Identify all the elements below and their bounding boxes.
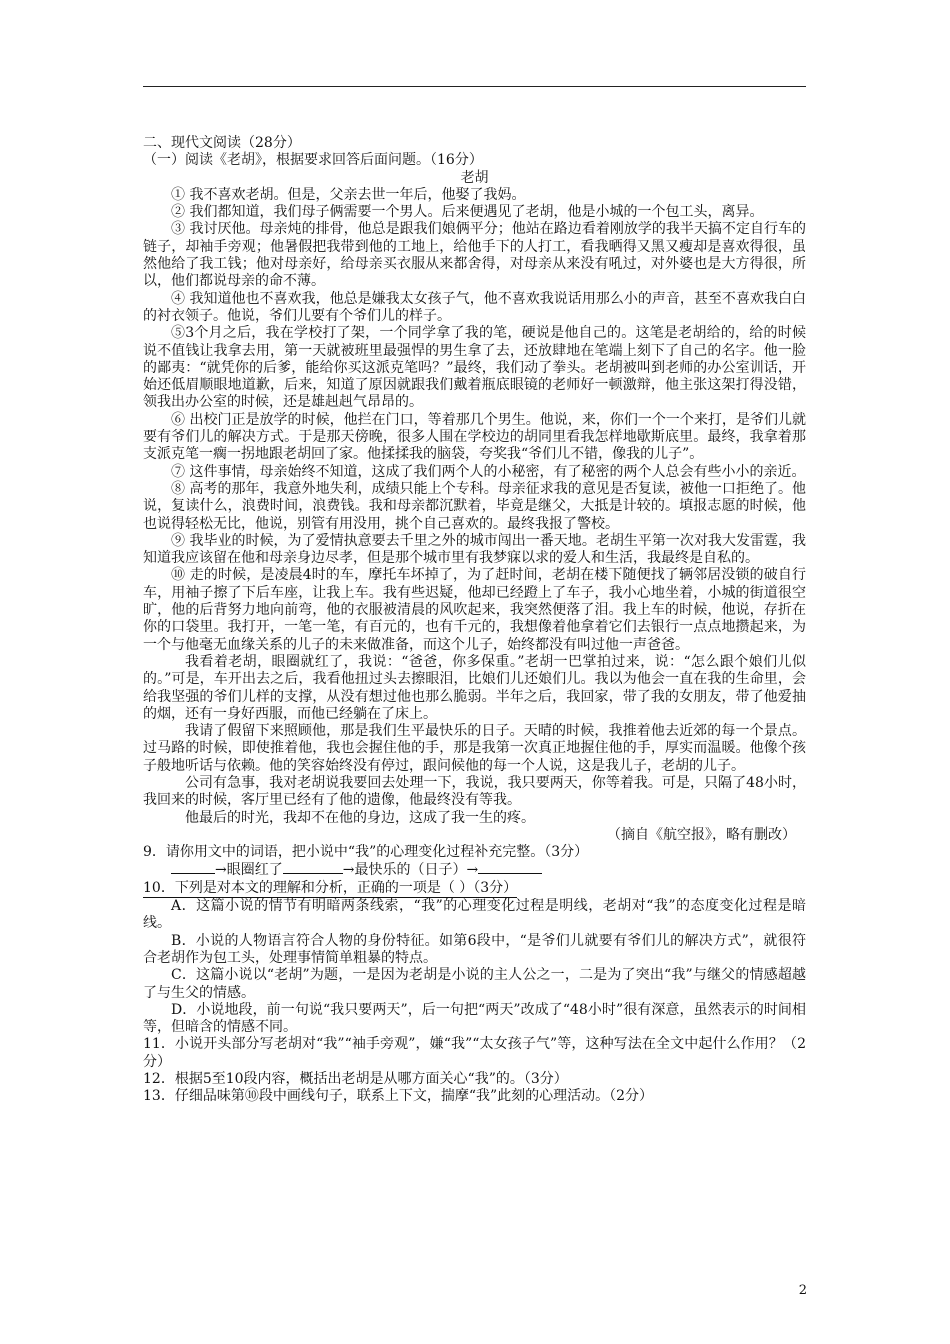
paragraph-8: ⑧ 高考的那年，我意外地失利，成绩只能上个专科。母亲征求我的意见是否复读，被他一口拒绝了。他说，复读什么，浪费时间，浪费钱。我和母亲都沉默着，毕竟是继父，大抵是计较的。填报志愿的时候，他也说得轻松无比，他说，别管有用没用，挑个自己喜欢的。最终我报了警校。: [143, 480, 806, 532]
subsection-title: （一）阅读《老胡》，根据要求回答后面问题。（16分）: [143, 152, 483, 169]
paragraph-13: 公司有急事，我对老胡说我要回去处理一下，我说，我只要两天，你等着我。可是，只隔了48小时，我回来的时候，客厅里已经有了他的遗像，他最终没有等我。: [143, 774, 806, 809]
paragraph-2: ② 我们都知道，我们母子俩需要一个男人。后来便遇见了老胡，他是小城的一个包工头，离异。: [171, 204, 764, 221]
blank-1[interactable]: [171, 861, 215, 874]
arrow-1: →: [215, 862, 227, 879]
question-9-blanks: [143, 861, 806, 879]
blank-mid-2: 最快乐的（日子）: [354, 862, 467, 879]
arrow-2: →: [342, 862, 355, 879]
paragraph-4: ④ 我知道他也不喜欢我，他总是嫌我太女孩子气，他不喜欢我说话用那么小的声音，甚至不喜欢我白白的衬衣领子。他说，爷们儿要有个爷们儿的样子。: [143, 290, 806, 324]
question-11: 11．小说开头部分写老胡对“我”“袖手旁观”，嫌“我”“太女孩子气”等，这种写法在全文中起什么作用？（2分）: [143, 1036, 806, 1070]
blank-mid-1: 眼圈红了: [226, 862, 283, 879]
blank-3[interactable]: [478, 861, 542, 874]
paragraph-6: ⑥ 出校门正是放学的时候，他拦在门口，等着那几个男生。他说，来，你们一个一个来打，是爷们儿就要有爷们儿的解决方式。于是那天傍晚，很多人围在学校边的胡同里看我怎样地歇斯底里。最终，我拿着那支派克笔一瘸一拐地跟老胡回了家。他揉揉我的脑袋，夸奖我“爷们儿不错，像我的儿子”。: [143, 411, 806, 463]
source-note: （摘自《航空报》，略有删改）: [607, 826, 796, 843]
header-rule: [143, 86, 806, 87]
question-12: 12．根据5至10段内容，概括出老胡是从哪方面关心“我”的。（3分）: [143, 1071, 568, 1088]
option-d: D．小说地段，前一句说“我只要两天”，后一句把“两天”改成了“48小时”很有深意，虽然表示的时间相等，但暗含的情感不同。: [143, 1001, 806, 1036]
paragraph-9: ⑨ 我毕业的时候，为了爱情执意要去千里之外的城市闯出一番天地。老胡生平第一次对我大发雷霆，我知道我应该留在他和母亲身边尽孝，但是那个城市里有我梦寐以求的爱人和生活，我最终是自私的。: [143, 532, 806, 567]
section-title: 二、现代文阅读（28分）: [143, 135, 301, 151]
arrow-3: →: [466, 862, 479, 879]
paragraph-3: ③ 我讨厌他。母亲炖的排骨，他总是跟我们娘俩平分；他站在路边看着刚放学的我半天搞不定自行车的链子，却袖手旁观；他暑假把我带到他的工地上，给他手下的人打工，看我晒得又黑又瘦却是喜欢得很，虽然他给了我工钱；他对母亲好，给母亲买衣服从来都舍得，对母亲从来没有吼过，对外婆也是大方得很，所以，他们都说母亲的命不薄。: [143, 221, 806, 290]
question-10-text: 10．下列是对本文的理解和分析，正确的一项是（ ）（3分）: [143, 880, 517, 898]
page-number: 2: [798, 1283, 807, 1298]
question-13: 13．仔细品味第⑩段中画线句子，联系上下文，揣摩“我”此刻的心理活动。（2分）: [143, 1088, 654, 1105]
paragraph-12: 我请了假留下来照顾他，那是我们生平最快乐的日子。天晴的时候，我推着他去近郊的每一个景点。过马路的时候，即使推着他，我也会握住他的手，那是我第一次真正地握住他的手，厚实而温暖。他像个孩子般地听话与依赖。他的笑容始终没有停过，跟问候他的每一个人说，这是我儿子，老胡的儿子。: [143, 723, 806, 774]
question-10: [143, 880, 806, 898]
paragraph-5: ⑤3个月之后，我在学校打了架，一个同学拿了我的笔，硬说是他自己的。这笔是老胡给的，给的时候说不值钱让我拿去用，第一天就被班里最强悍的男生拿了去，还放肆地在笔端上刻下了自己的名字。他一脸的鄙夷：“就凭你的后爹，能给你买这派克笔吗？”最终，我们动了拳头。老胡被叫到老师的办公室训话，开始还低眉顺眼地道歉，后来，知道了原因就跟我们戴着瓶底眼镜的老师好一顿激辩，他主张这架打得没错，领我出办公室的时候，还是雄赳赳气昂昂的。: [143, 325, 806, 411]
option-a: A．这篇小说的情节有明暗两条线索，“我”的心理变化过程是明线，老胡对“我”的态度变化过程是暗线。: [143, 898, 806, 932]
paragraph-1: ① 我不喜欢老胡。但是，父亲去世一年后，他娶了我妈。: [171, 186, 526, 203]
paragraph-10: ⑩ 走的时候，是凌晨4时的车，摩托车坏掉了，为了赶时间，老胡在楼下随便找了辆邻居没锁的破自行车，用袖子擦了下后车座，让我上车。我有些迟疑，他却已经蹬上了车子，我小心地坐着，小城的街道很空旷，他的后背努力地向前弯，他的衣服被清晨的风吹起来，我突然便落了泪。我上车的时候，他说，存折在你的口袋里。我打开，一笔一笔，有百元的，也有千元的，我想像着他拿着它们去银行一点点地攒起来，为一个与他毫无血缘关系的儿子的未来做准备，而这个儿子，始终都没有叫过他一声爸爸。: [143, 567, 806, 653]
exam-content: [143, 135, 806, 1106]
paragraph-11: 我看着老胡，眼圈就红了，我说：“爸爸，你多保重。”老胡一巴掌拍过来，说：“怎么跟个娘们儿似的。”可是，车开出去之后，我看他扭过头去擦眼泪，比娘们儿还娘们儿。我以为他会一直在我的生命里，会给我坚强的爷们儿样的支撑，从没有想过他也那么脆弱。半年之后，我回家，带了我的女朋友，带了他爱抽的烟，还有一身好西服，而他已经躺在了床上。: [143, 653, 806, 722]
paragraph-7: ⑦ 这件事情，母亲始终不知道，这成了我们两个人的小秘密，有了秘密的两个人总会有些小小的亲近。: [171, 463, 806, 480]
question-9: 9．请你用文中的词语，把小说中“我”的心理变化过程补充完整。（3分）: [143, 844, 589, 861]
blank-2[interactable]: [283, 861, 343, 874]
option-c: C．这篇小说以“老胡”为题，一是因为老胡是小说的主人公之一，二是为了突出“我”与继父的情感超越了与生父的情感。: [143, 967, 806, 1001]
option-b: B．小说的人物语言符合人物的身份特征。如第6段中，“是爷们儿就要有爷们儿的解决方式”，就很符合老胡作为包工头，处理事情简单粗暴的特点。: [143, 932, 806, 966]
paragraph-14: 他最后的时光，我却不在他的身边，这成了我一生的疼。: [185, 809, 535, 826]
story-title: 老胡: [460, 169, 489, 186]
